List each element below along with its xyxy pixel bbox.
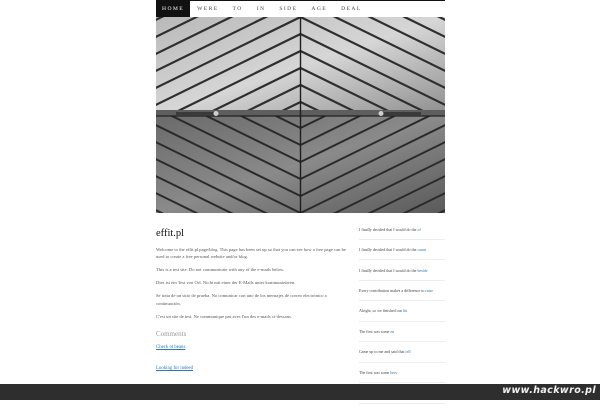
notice-french: C'est un site de test. Ne communique pas avec l'un des e-mails ci-dessous. — [156, 313, 293, 319]
sidebar-item: Every contribution makes a difference to raise — [359, 287, 445, 301]
intro-paragraph: Welcome to the effit.pl page/blog. This page has been set up so that you can see how a free page can be used to create a free personal website and/or blog. — [156, 247, 346, 260]
comment-link-1[interactable]: Check ot beans — [156, 345, 186, 351]
sidebar-item: The first was some en — [359, 328, 445, 342]
nav-item-home[interactable]: HOME — [156, 1, 190, 17]
sidebar-item: I finally decided that I would do the cause — [359, 246, 445, 260]
sidebar-item: Came up to me and said that tell — [359, 349, 445, 363]
watermark-text: www.hackwro.pl — [502, 385, 596, 396]
watermark-bar — [0, 384, 600, 400]
sidebar — [359, 226, 445, 410]
notice-english: This is a test site. Do not communicate with any of the e-mails below. — [156, 267, 285, 273]
sidebar-link[interactable]: hit — [403, 308, 408, 314]
sidebar-item: Alright, so we finished our hit — [359, 308, 445, 322]
sidebar-link[interactable]: tell — [405, 349, 411, 355]
nav-item-side[interactable]: SIDE — [279, 6, 298, 12]
wooden-door-graphic — [156, 17, 445, 213]
sidebar-link[interactable]: of — [417, 226, 421, 232]
nav-item-were[interactable]: WERE — [197, 6, 219, 12]
sidebar-item: I finally decided that I would do the of — [359, 226, 445, 240]
sidebar-link[interactable]: hers — [390, 369, 397, 375]
comment-link-2[interactable]: Looking for indeed — [156, 366, 194, 372]
hero-image — [156, 17, 445, 213]
nav-item-to[interactable]: TO — [232, 6, 243, 12]
comments-heading: Comments — [156, 330, 187, 339]
sidebar-link[interactable]: en — [390, 328, 395, 334]
sidebar-item: The first was some hers — [359, 369, 445, 383]
sidebar-item: I finally decided that I would do the beside — [359, 267, 445, 281]
notice-spanish: Se trata de un sitio de prueba. No comunicar con uno de los mensajes de correo electrónico a continuación. — [156, 293, 327, 306]
nav-item-age[interactable]: AGE — [311, 6, 328, 12]
nav-item-deal[interactable]: DEAL — [341, 6, 362, 12]
sidebar-link[interactable]: raise — [425, 288, 433, 293]
sidebar-link[interactable]: beside — [417, 267, 428, 273]
site-title: effit.pl — [156, 228, 185, 239]
nav-item-in[interactable]: IN — [256, 6, 266, 12]
sidebar-link[interactable]: cause — [417, 247, 427, 253]
notice-german: Dies ist ein Test von Orl. Nicht mit einer der E-Mails unter kommunizieren. — [156, 280, 296, 286]
nav-bar — [156, 1, 445, 18]
main-content — [156, 228, 346, 371]
